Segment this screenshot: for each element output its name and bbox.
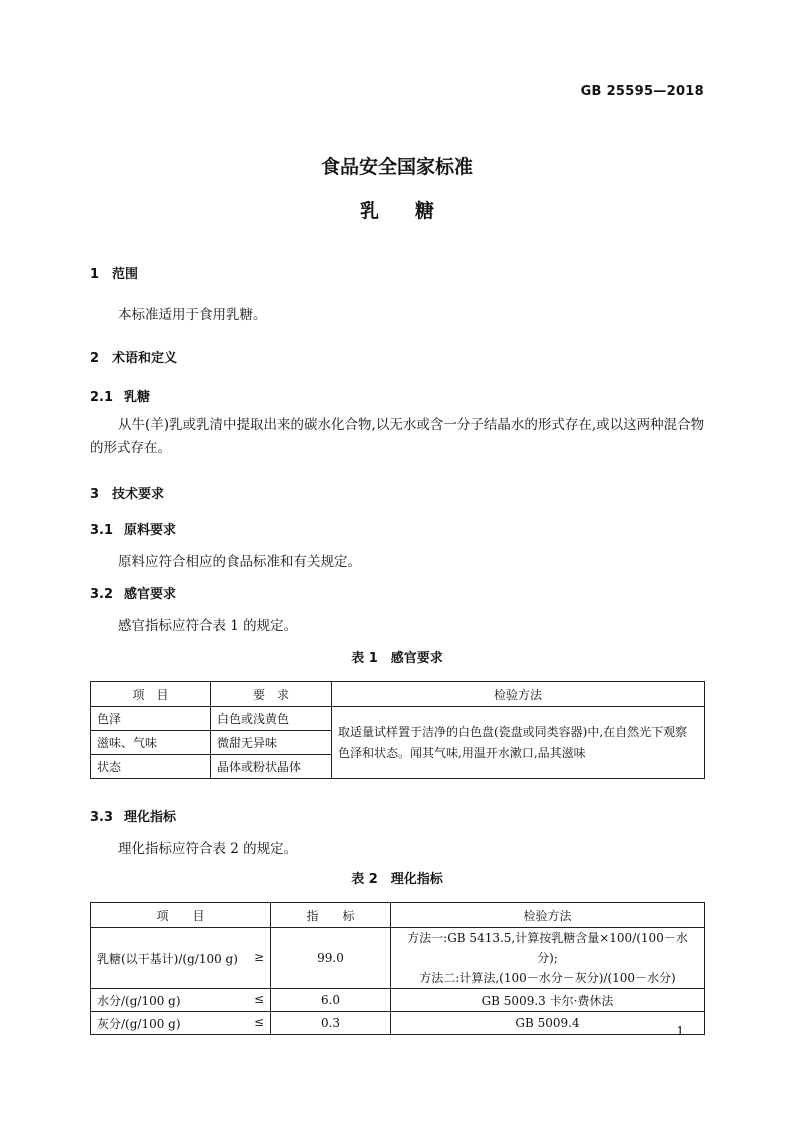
section-number: 3 bbox=[90, 487, 100, 502]
section-1-heading bbox=[90, 263, 138, 282]
document-title: 食品安全国家标准 bbox=[320, 156, 473, 178]
item-label: 水分/(g/100 g) bbox=[97, 993, 181, 1008]
section-title: 感官要求 bbox=[124, 587, 177, 602]
table-row bbox=[91, 707, 705, 731]
item-cell: 色泽 bbox=[91, 707, 211, 731]
section-title: 范围 bbox=[112, 267, 139, 282]
method-cell: GB 5009.3 卡尔·费休法 bbox=[391, 989, 705, 1012]
table-header-row bbox=[91, 682, 705, 707]
table-row bbox=[91, 989, 705, 1012]
table-row bbox=[91, 1012, 705, 1035]
method-cell: GB 5009.4 bbox=[391, 1012, 705, 1035]
requirement-cell: 微甜无异味 bbox=[211, 731, 332, 755]
item-label: 乳糖(以干基计)/(g/100 g) bbox=[97, 951, 238, 966]
section-3-2-text: 感官指标应符合表 1 的规定。 bbox=[118, 618, 298, 634]
column-header: 项 目 bbox=[91, 903, 271, 928]
column-header: 检验方法 bbox=[332, 682, 705, 707]
method-cell: 取适量试样置于洁净的白色盘(瓷盘或同类容器)中,在自然光下观察色泽和状态。闻其气味,用温开水漱口,品其滋味 bbox=[332, 707, 705, 779]
section-number: 2 bbox=[90, 351, 100, 366]
section-3-3-text: 理化指标应符合表 2 的规定。 bbox=[118, 841, 298, 857]
section-title: 技术要求 bbox=[112, 487, 165, 502]
item-cell: 滋味、气味 bbox=[91, 731, 211, 755]
section-number: 3.1 bbox=[90, 523, 114, 538]
column-header: 项 目 bbox=[91, 682, 211, 707]
comparison-operator: ≥ bbox=[253, 949, 264, 964]
item-cell bbox=[91, 1012, 271, 1035]
section-number: 2.1 bbox=[90, 390, 114, 405]
standard-number: GB 25595—2018 bbox=[580, 84, 704, 99]
item-cell bbox=[91, 928, 271, 989]
column-header: 指 标 bbox=[271, 903, 391, 928]
value-cell: 6.0 bbox=[271, 989, 391, 1012]
section-1-text: 本标准适用于食用乳糖。 bbox=[118, 307, 267, 323]
section-title: 理化指标 bbox=[124, 810, 177, 825]
column-header: 要 求 bbox=[211, 682, 332, 707]
item-label: 灰分/(g/100 g) bbox=[97, 1016, 181, 1031]
section-number: 1 bbox=[90, 267, 100, 282]
section-2-1-heading bbox=[90, 386, 150, 405]
document-subtitle: 乳糖 bbox=[359, 200, 470, 222]
item-cell: 状态 bbox=[91, 755, 211, 779]
requirement-cell: 晶体或粉状晶体 bbox=[211, 755, 332, 779]
section-3-2-heading bbox=[90, 583, 176, 602]
table-row bbox=[91, 928, 705, 989]
sensory-requirements-table bbox=[90, 681, 705, 779]
section-3-1-text: 原料应符合相应的食品标准和有关规定。 bbox=[118, 554, 361, 570]
method-cell bbox=[391, 928, 705, 989]
item-cell bbox=[91, 989, 271, 1012]
section-3-3-heading bbox=[90, 806, 176, 825]
requirement-cell: 白色或浅黄色 bbox=[211, 707, 332, 731]
section-title: 原料要求 bbox=[124, 523, 177, 538]
method-line: 方法一:GB 5413.5,计算按乳糖含量×100/(100－水分); bbox=[407, 931, 688, 965]
section-3-heading bbox=[90, 483, 164, 502]
section-2-1-text: 从牛(羊)乳或乳清中提取出来的碳水化合物,以无水或含一分子结晶水的形式存在,或以这两种混合物的形式存在。 bbox=[90, 417, 705, 456]
section-number: 3.3 bbox=[90, 810, 114, 825]
section-title: 术语和定义 bbox=[112, 351, 178, 366]
physicochemical-indicators-table bbox=[90, 902, 705, 1035]
comparison-operator: ≤ bbox=[253, 991, 264, 1006]
section-title: 乳糖 bbox=[124, 390, 151, 405]
value-cell: 99.0 bbox=[271, 928, 391, 989]
section-number: 3.2 bbox=[90, 587, 114, 602]
method-line: 方法二:计算法,(100－水分－灰分)/(100－水分) bbox=[419, 971, 676, 985]
table-2-caption: 表 2 理化指标 bbox=[351, 872, 443, 887]
table-header-row bbox=[91, 903, 705, 928]
value-cell: 0.3 bbox=[271, 1012, 391, 1035]
table-1-caption: 表 1 感官要求 bbox=[351, 651, 443, 666]
section-3-1-heading bbox=[90, 519, 176, 538]
section-2-heading bbox=[90, 347, 177, 366]
column-header: 检验方法 bbox=[391, 903, 705, 928]
page-number: 1 bbox=[676, 1024, 684, 1038]
comparison-operator: ≤ bbox=[253, 1014, 264, 1029]
